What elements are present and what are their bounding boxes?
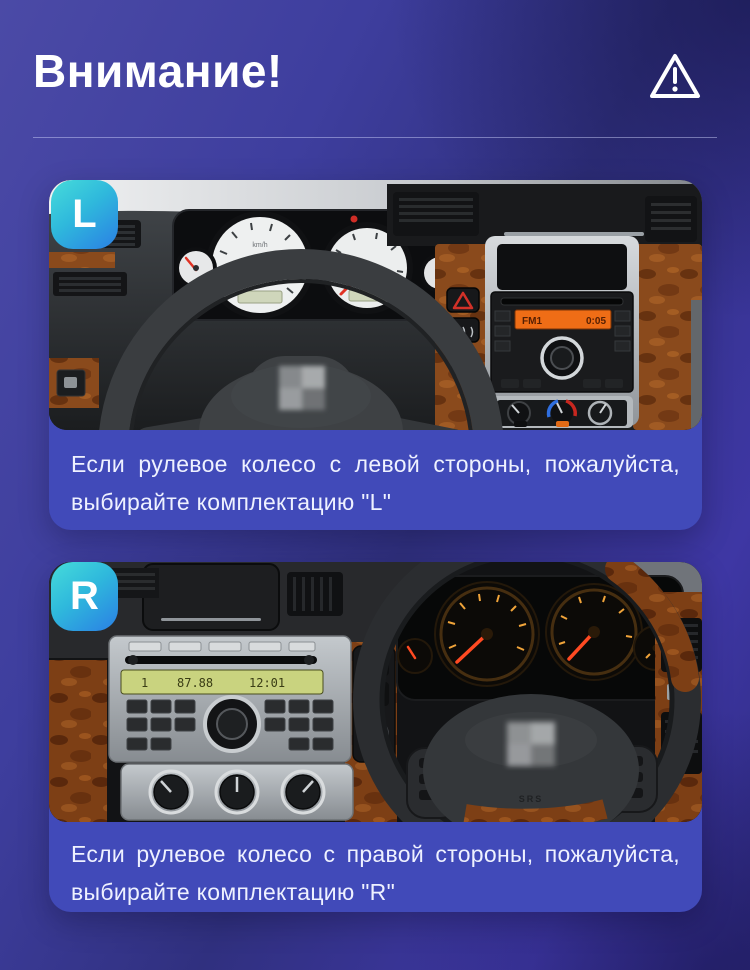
card-right-hand-drive (49, 562, 702, 912)
fuel-gauge (398, 639, 432, 673)
cd-slot (125, 656, 317, 664)
speed-unit-label: km/h (252, 242, 268, 249)
radio-value-text: 0:05 (585, 316, 606, 327)
rhd-dashboard-photo (49, 562, 702, 822)
radio-band-text: FM1 (522, 316, 542, 327)
hazard-button (447, 288, 479, 312)
radio-freq-text: 87.88 (177, 676, 214, 690)
caption-right-line2: выбирайте комплектацию "R" (71, 879, 396, 905)
climate-controls (491, 396, 633, 428)
caption-left-line2: выбирайте комплектацию "L" (71, 489, 392, 515)
badge-left-letter: L (72, 192, 97, 236)
storage-cubby (497, 244, 627, 290)
rear-defrost-indicator (556, 421, 569, 427)
wood-trim-left (49, 252, 115, 268)
badge-right (51, 562, 118, 631)
climate-knob-3 (282, 771, 324, 813)
climate-controls (121, 764, 353, 820)
blurred-logo (507, 722, 555, 766)
blurred-logo (279, 366, 325, 410)
climate-knob-1 (150, 771, 192, 813)
climate-knob-2 (216, 771, 258, 813)
radio-lcd (121, 670, 323, 694)
radio-time-text: 12:01 (249, 676, 286, 690)
badge-right-letter: R (70, 574, 99, 618)
card-left-hand-drive (49, 180, 702, 530)
caption-left-line1: Если рулевое колесо с левой стороны, пожалуйста, (71, 451, 680, 477)
radio-head-unit (109, 636, 351, 762)
right-air-vent (645, 196, 697, 242)
page-title: Внимание! (33, 45, 283, 97)
lhd-dashboard-photo (49, 180, 702, 430)
storage-lid (143, 564, 279, 630)
srs-label: SRS (518, 794, 544, 804)
speedometer (435, 582, 539, 686)
caption-right (49, 822, 702, 911)
caption-right-line1: Если рулевое колесо с правой стороны, пожалуйста, (71, 841, 680, 867)
center-air-vent (287, 572, 343, 616)
header-divider (33, 137, 717, 138)
wood-wheel-trim-bottom (465, 809, 605, 819)
caption-left (49, 430, 702, 521)
wood-trim-console-left (49, 660, 107, 822)
window-switch (57, 370, 85, 396)
cd-slot (501, 298, 623, 305)
left-lower-vent (53, 272, 127, 296)
odometer-lcd (238, 291, 282, 303)
radio-head-unit (491, 292, 633, 392)
badge-left (51, 180, 118, 249)
radio-preset-text: 1 (141, 676, 149, 690)
warning-triangle-icon (646, 50, 704, 104)
